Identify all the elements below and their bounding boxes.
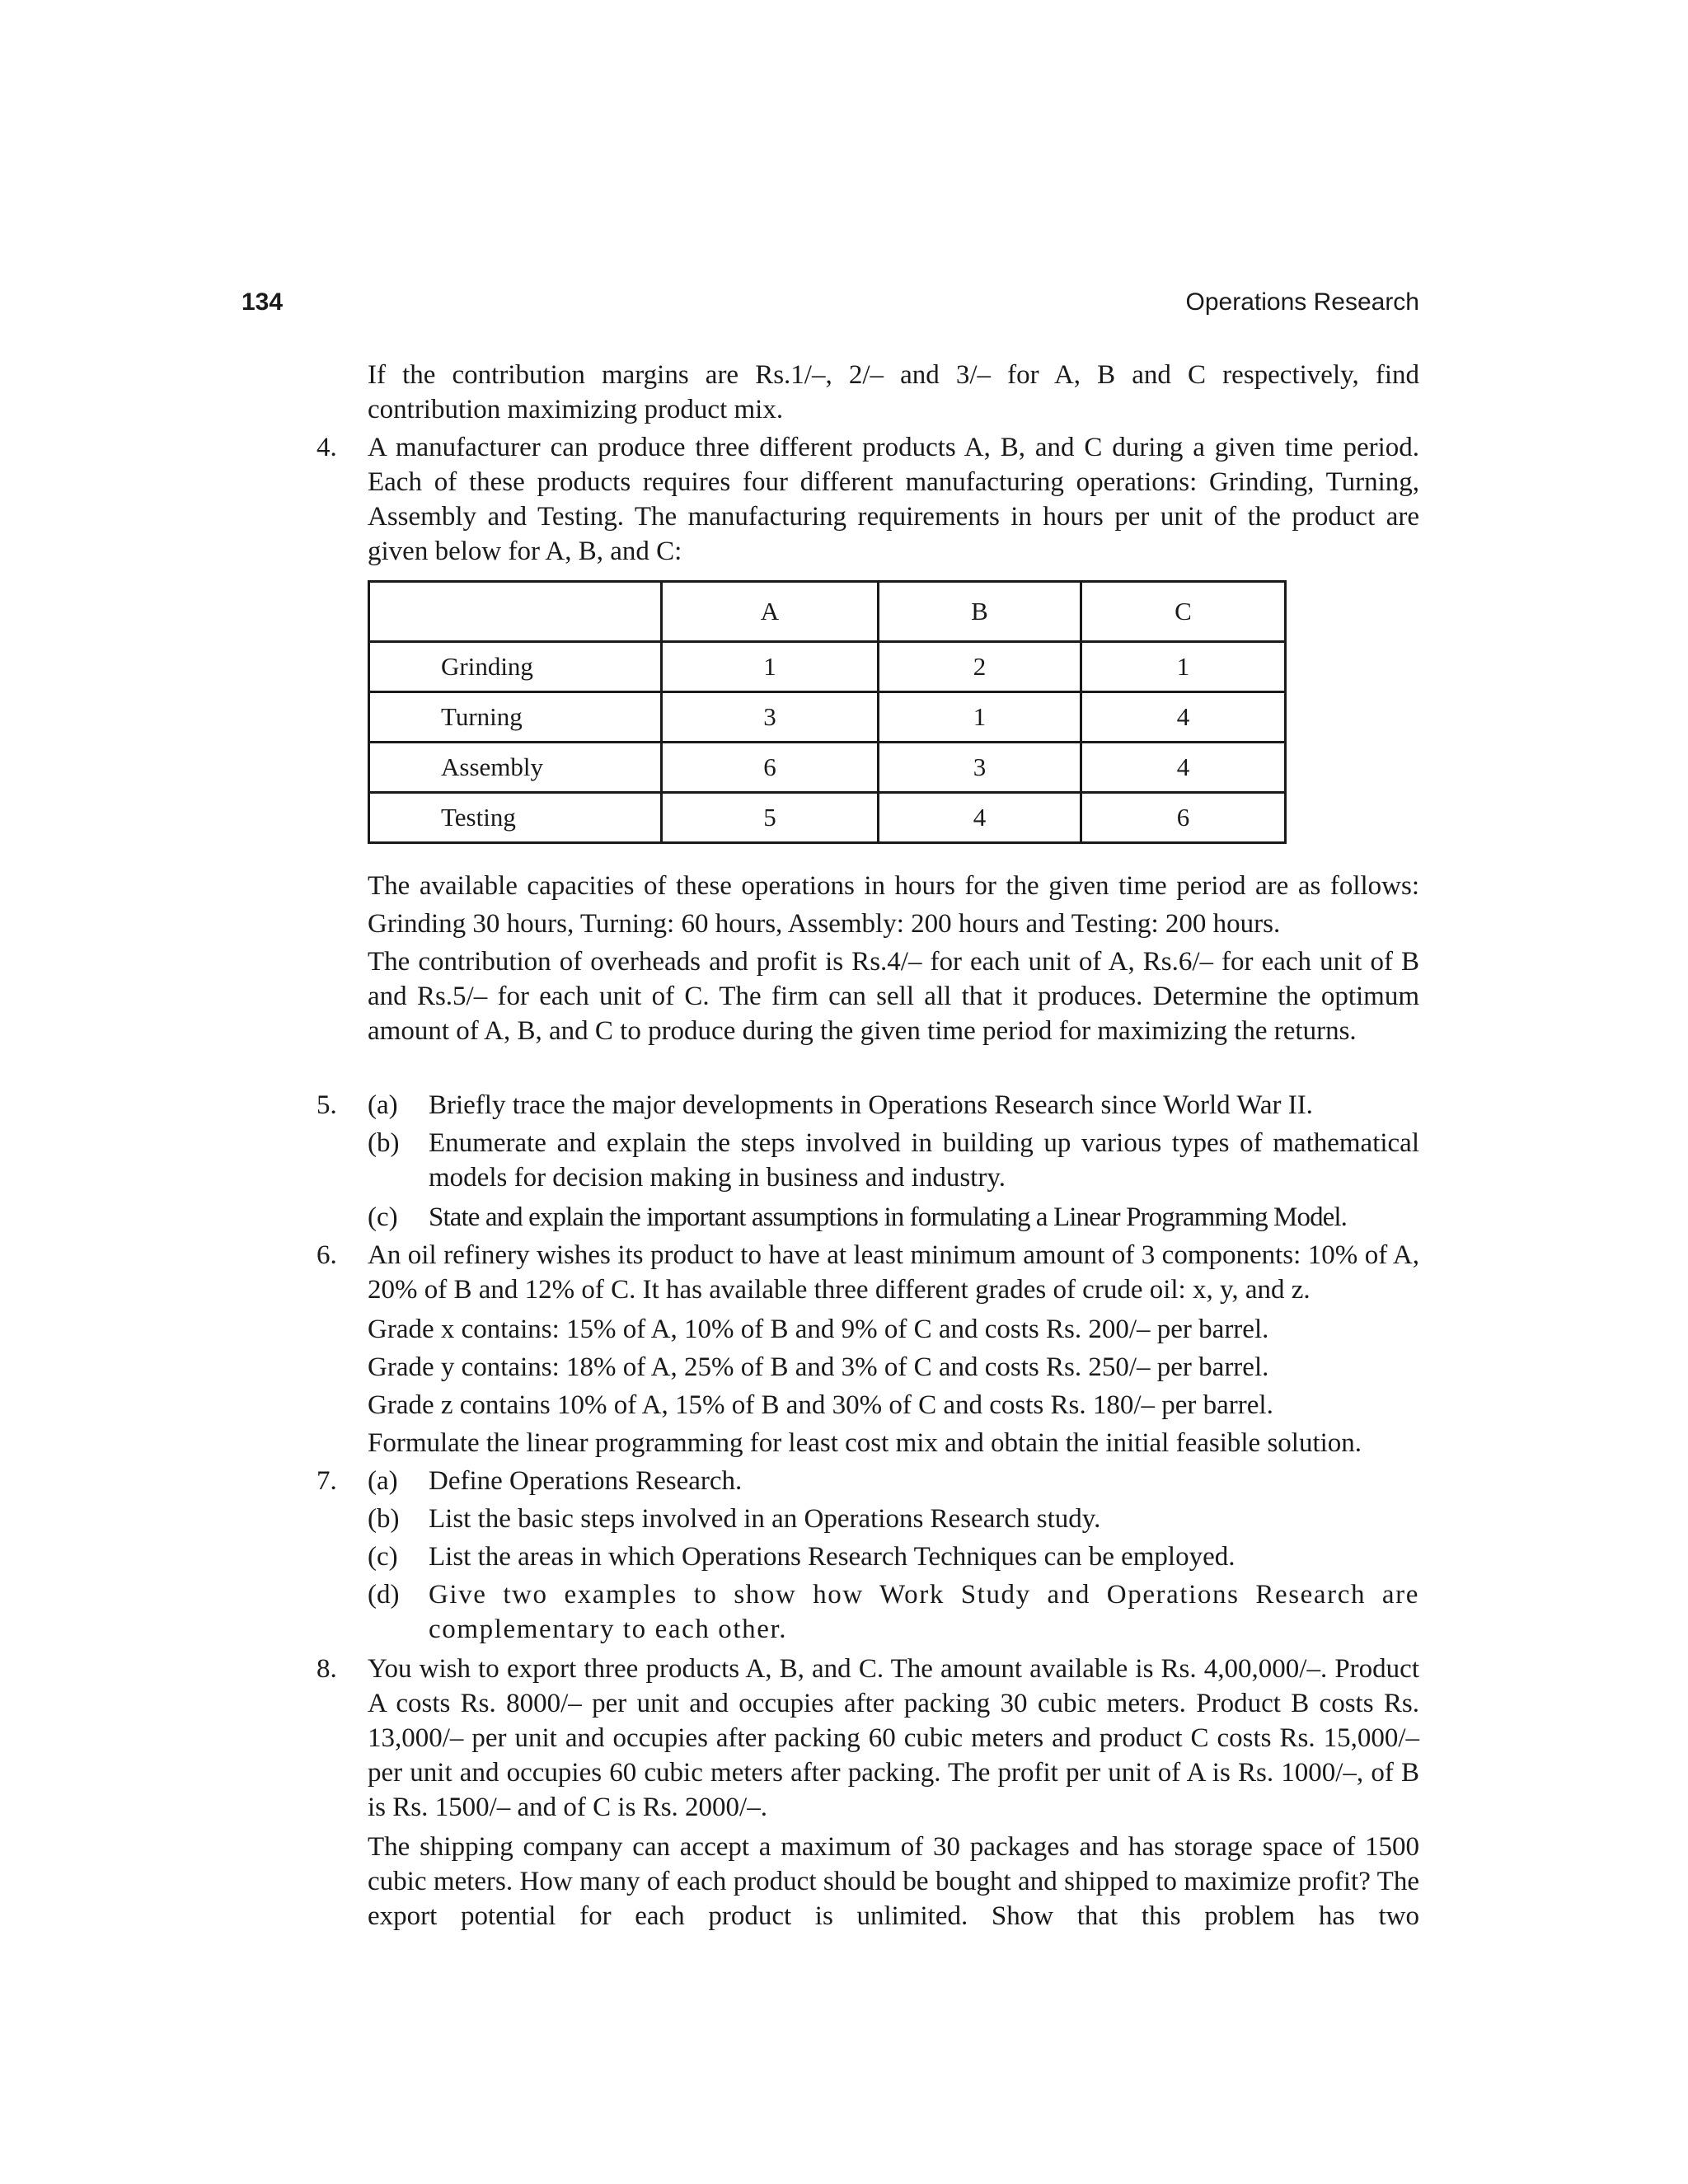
capacities-line-2: Grinding 30 hours, Turning: 60 hours, Assembly: 200 hours and Testing: 200 hours. — [368, 909, 1281, 939]
cell-c: 4 — [1081, 743, 1286, 793]
q7-part-d-text: Give two examples to show how Work Study and Operations Research are complementary to each other. — [429, 1580, 1419, 1644]
table-header-row — [369, 582, 1286, 642]
part-label-b: (b) — [368, 1504, 400, 1534]
question-8-text: You wish to export three products A, B, and C. The amount available is Rs. 4,00,000/–. Product A costs Rs. 8000/– per unit and occupies after packing 30 cubic meters. Product B costs Rs. 13,000/– per unit and occupies after packing 60 cubic meters and product C costs Rs. 15,000/–per unit and occupies 60 cubic meters after packing. The profit per unit of A is Rs. 1000/–, of B is Rs. 1500/– and of C is Rs. 2000/–. — [368, 1654, 1419, 1822]
grade-z-text: Grade z contains 10% of A, 15% of B and 30% of C and costs Rs. 180/– per barrel. — [368, 1390, 1273, 1420]
part-label-c: (c) — [368, 1542, 398, 1572]
formulate-text: Formulate the linear programming for least cost mix and obtain the initial feasible solution. — [368, 1428, 1362, 1458]
q7-part-c-text: List the areas in which Operations Research Techniques can be employed. — [429, 1542, 1236, 1572]
table-row — [369, 692, 1286, 743]
table-header-b: B — [879, 582, 1081, 642]
cell-c: 6 — [1081, 793, 1286, 843]
page-number: 134 — [241, 288, 284, 316]
q5-part-c-text: State and explain the important assumptions in formulating a Linear Programming Model. — [429, 1202, 1348, 1232]
cell-b: 3 — [879, 743, 1081, 793]
question-number-6: 6. — [316, 1240, 337, 1270]
running-title: Operations Research — [1185, 288, 1419, 316]
question-4-text: A manufacturer can produce three different products A, B, and C during a given time period. Each of these products requires four different manufacturing operations: Grinding, Turning, Assembly and Testing. The manufacturing requirements in hours per unit of the product are given below for A, B, and C: — [368, 433, 1419, 566]
q5-part-b-text: Enumerate and explain the steps involved in building up various types of mathematical models for decision making in business and industry. — [429, 1128, 1419, 1193]
q5-part-a-text: Briefly trace the major developments in Operations Research since World War II. — [429, 1090, 1313, 1120]
capacities-line-1: The available capacities of these operations in hours for the given time period are as follows: — [368, 871, 1419, 901]
part-label-a: (a) — [368, 1090, 398, 1120]
q7-part-a-text: Define Operations Research. — [429, 1466, 743, 1496]
row-label: Testing — [369, 793, 662, 843]
table-row — [369, 743, 1286, 793]
cell-c: 4 — [1081, 692, 1286, 743]
cell-a: 5 — [662, 793, 879, 843]
cell-a: 6 — [662, 743, 879, 793]
contribution-text: The contribution of overheads and profit is Rs.4/– for each unit of A, Rs.6/– for each unit of B and Rs.5/– for each unit of C. The firm can sell all that it produces. Determine the optimum amount of A, B, and C to produce during the given time period for maximizing the returns. — [368, 947, 1419, 1046]
cell-a: 1 — [662, 642, 879, 692]
row-label: Grinding — [369, 642, 662, 692]
intro-line-2: contribution maximizing product mix. — [368, 395, 784, 424]
part-label-a: (a) — [368, 1466, 398, 1496]
part-label-d: (d) — [368, 1580, 400, 1610]
row-label: Assembly — [369, 743, 662, 793]
cell-b: 1 — [879, 692, 1081, 743]
part-label-c: (c) — [368, 1202, 398, 1232]
part-label-b: (b) — [368, 1128, 400, 1158]
question-number-7: 7. — [316, 1466, 337, 1496]
question-number-8: 8. — [316, 1654, 337, 1684]
question-number-4: 4. — [316, 433, 337, 462]
cell-c: 1 — [1081, 642, 1286, 692]
cell-a: 3 — [662, 692, 879, 743]
requirements-table — [368, 580, 1287, 844]
table-row — [369, 793, 1286, 843]
question-6-text: An oil refinery wishes its product to have at least minimum amount of 3 components: 10% of A, 20% of B and 12% of C. It has available three different grades of crude oil: x, y, and z. — [368, 1240, 1419, 1305]
row-label: Turning — [369, 692, 662, 743]
shipping-text: The shipping company can accept a maximum of 30 packages and has storage space of 1500 cubic meters. How many of each product should be bought and shipped to maximize profit? The export potential for each product is unlimited. Show that this problem has two — [368, 1832, 1419, 1931]
intro-line-1: If the contribution margins are Rs.1/–, 2/– and 3/– for A, B and C respectively, find — [368, 360, 1419, 390]
cell-b: 2 — [879, 642, 1081, 692]
grade-x-text: Grade x contains: 15% of A, 10% of B and 9% of C and costs Rs. 200/– per barrel. — [368, 1315, 1269, 1344]
question-number-5: 5. — [316, 1090, 337, 1120]
grade-y-text: Grade y contains: 18% of A, 25% of B and 3% of C and costs Rs. 250/– per barrel. — [368, 1352, 1269, 1382]
q7-part-b-text: List the basic steps involved in an Operations Research study. — [429, 1504, 1101, 1534]
table-header-blank — [369, 582, 662, 642]
table-header-a: A — [662, 582, 879, 642]
table-header-c: C — [1081, 582, 1286, 642]
table-row — [369, 642, 1286, 692]
cell-b: 4 — [879, 793, 1081, 843]
